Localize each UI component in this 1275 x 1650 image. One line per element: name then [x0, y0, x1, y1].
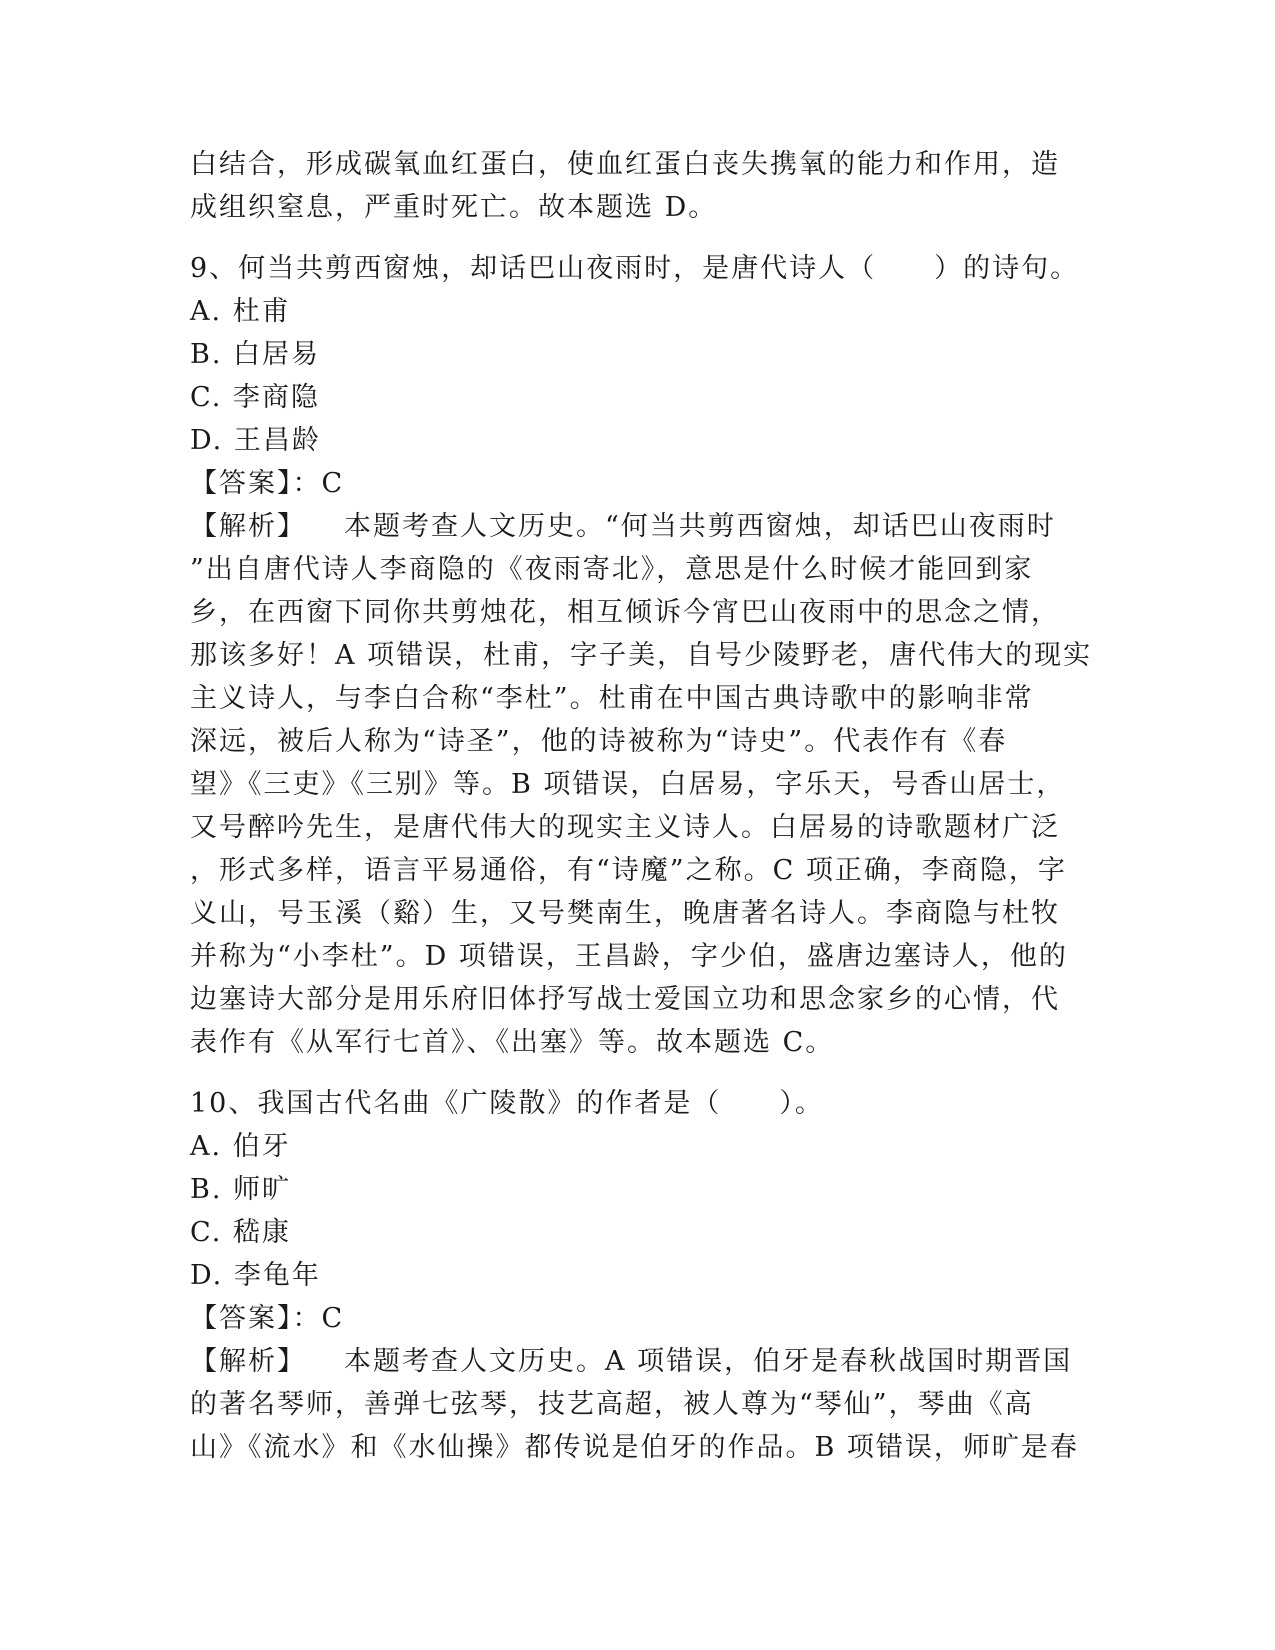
analysis-line: 边塞诗大部分是用乐府旧体抒写战士爱国立功和思念家乡的心情，代 — [190, 984, 1060, 1015]
option-c: C. 嵇康 — [190, 1217, 291, 1248]
option-a: A. 杜甫 — [190, 296, 291, 327]
page-content — [190, 143, 1093, 1469]
option-c: C. 李商隐 — [190, 382, 320, 413]
answer-label: 【答案】： — [190, 1303, 322, 1334]
question-9 — [190, 247, 1093, 1064]
option-d: D. 王昌龄 — [190, 425, 321, 456]
answer-value: C — [321, 468, 345, 499]
analysis-line: 那该多好！A 项错误，杜甫，字子美，自号少陵野老，唐代伟大的现实 — [190, 640, 1093, 671]
prev-analysis-line: 成组织窒息，严重时死亡。故本题选 D。 — [190, 192, 718, 223]
analysis-line: 表作有《从军行七首》、《出塞》等。故本题选 C。 — [190, 1027, 835, 1058]
answer-line — [190, 1297, 1080, 1340]
analysis-label: 【解析】 — [190, 511, 306, 542]
analysis-line — [190, 1340, 1080, 1383]
analysis-line: ，形式多样，语言平易通俗，有“诗魔”之称。C 项正确，李商隐，字 — [190, 855, 1067, 886]
analysis-line: 并称为“小李杜”。D 项错误，王昌龄，字少伯，盛唐边塞诗人，他的 — [190, 941, 1068, 972]
option-b: B. 白居易 — [190, 339, 321, 370]
analysis-line: 的著名琴师，善弹七弦琴，技艺高超，被人尊为“琴仙”，琴曲《高 — [190, 1389, 1034, 1420]
analysis-line: ”出自唐代诗人李商隐的《夜雨寄北》，意思是什么时候才能回到家 — [190, 554, 1034, 585]
analysis-line: 望》《三吏》《三别》等。B 项错误，白居易，字乐天，号香山居士， — [190, 769, 1066, 800]
analysis-line: 主义诗人，与李白合称“李杜”。杜甫在中国古典诗歌中的影响非常 — [190, 683, 1034, 714]
analysis-line: 山》《流水》和《水仙操》都传说是伯牙的作品。B 项错误，师旷是春 — [190, 1432, 1079, 1463]
analysis-line: 深远，被后人称为“诗圣”，他的诗被称为“诗史”。代表作有《春 — [190, 726, 1008, 757]
analysis-label: 【解析】 — [190, 1346, 306, 1377]
analysis-text: 本题考查人文历史。“何当共剪西窗烛，却话巴山夜雨时 — [344, 511, 1056, 542]
analysis-line: 又号醉吟先生，是唐代伟大的现实主义诗人。白居易的诗歌题材广泛 — [190, 812, 1060, 843]
answer-value: C — [321, 1303, 345, 1334]
answer-label: 【答案】： — [190, 468, 322, 499]
option-d: D. 李龟年 — [190, 1260, 321, 1291]
analysis-line: 义山，号玉溪（谿）生，又号樊南生，晚唐著名诗人。李商隐与杜牧 — [190, 898, 1060, 929]
option-b: B. 师旷 — [190, 1174, 292, 1205]
analysis-line — [190, 505, 1080, 548]
analysis-line: 乡，在西窗下同你共剪烛花，相互倾诉今宵巴山夜雨中的思念之情， — [190, 597, 1060, 628]
question-text: 9、何当共剪西窗烛，却话巴山夜雨时，是唐代诗人（ ）的诗句。 — [190, 253, 1080, 284]
question-10 — [190, 1082, 1080, 1469]
option-a: A. 伯牙 — [190, 1131, 291, 1162]
question-text: 10、我国古代名曲《广陵散》的作者是（ ）。 — [190, 1088, 824, 1119]
prev-analysis-line: 白结合，形成碳氧血红蛋白，使血红蛋白丧失携氧的能力和作用，造 — [190, 149, 1060, 180]
analysis-text: 本题考查人文历史。A 项错误，伯牙是春秋战国时期晋国 — [344, 1346, 1073, 1377]
answer-line — [190, 462, 1080, 505]
